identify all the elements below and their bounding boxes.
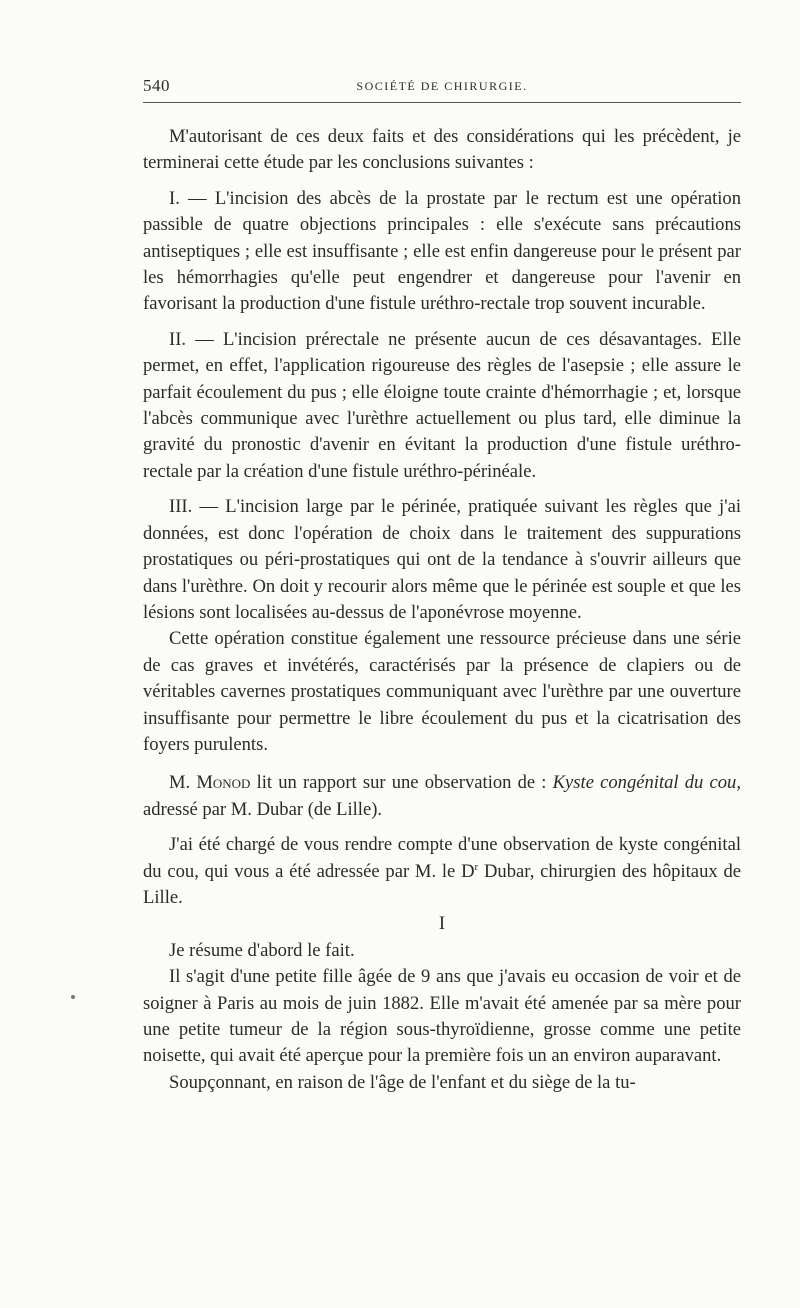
- section-numeral: I: [438, 913, 446, 935]
- text-run: adressé par M. Dubar (de Lille).: [143, 798, 383, 820]
- page-header: [143, 74, 741, 100]
- paragraph: I. — L'incision des abcès de la prostate par le rectum est une opération passible de quatre objections principales : elle s'exécute sans précautions antiseptiques ; elle est insuffisante ; elle est enfin dangereuse pour le présent par les hémorrhagies qu'elle peut engendrer et dangereuse pour l'avenir en favorisant la production d'une fistule uréthro-rectale trop souvent incurable.: [143, 187, 741, 315]
- margin-speck: [71, 995, 75, 999]
- page-number: 540: [143, 76, 170, 95]
- text-run: Dubar, chirurgien des hôpitaux de Lille.: [143, 860, 741, 908]
- header-rule: [143, 102, 741, 103]
- paragraph: Je résume d'abord le fait.: [169, 939, 355, 961]
- paragraph: III. — L'incision large par le périnée, pratiquée suivant les règles que j'ai données, est donc l'opération de choix dans le traitement des suppurations prostatiques ou péri-prostatiques qui ont de la tendance à s'ouvrir ailleurs que dans l'urèthre. On doit y recourir alors même que le périnée est souple et que les lésions sont localisées au-dessus de l'aponévrose moyenne.: [143, 496, 741, 623]
- paragraph: Il s'agit d'une petite fille âgée de 9 ans que j'avais eu occasion de voir et de soigner à Paris au mois de juin 1882. Elle m'avait été amenée par sa mère pour une petite tumeur de la région sous-thyroïdienne, grosse comme une petite noisette, qui avait été aperçue pour la première fois un an environ auparavant.: [143, 966, 741, 1067]
- paragraph: Soupçonnant, en raison de l'âge de l'enfant et du siège de la tu-: [169, 1071, 636, 1093]
- paragraph: Cette opération constitue également une ressource précieuse dans une série de cas graves et invétérés, caractérisés par la présence de clapiers ou de véritables cavernes prostatiques communiquant avec l'urèthre par une ouverture insuffisante pour permettre le libre écoulement du pus et la cicatrisation des foyers purulents.: [143, 628, 741, 755]
- body-text: [143, 124, 741, 1096]
- text-run: J'ai été chargé de vous rendre compte d'une observation de kyste congénital du cou, qui vous a été adressée par M. le D: [143, 834, 741, 882]
- paragraph: [143, 832, 741, 911]
- superscript: r: [474, 860, 479, 873]
- paragraph: [143, 770, 741, 823]
- paragraph: II. — L'incision prérectale ne présente aucun de ces désavantages. Elle permet, en effet, l'application rigoureuse des règles de l'asepsie ; elle assure le parfait écoulement du pus ; elle éloigne toute crainte d'hémorrhagie ; et, lorsque l'abcès communique avec l'urèthre actuellement ou plus tard, elle diminue la gravité du pronostic d'avenir en évitant la production d'une fistule uréthro-rectale par la création d'une fistule uréthro-périnéale.: [143, 328, 741, 482]
- paragraph: M'autorisant de ces deux faits et des considérations qui les précèdent, je terminerai cette étude par les conclusions suivantes :: [143, 126, 741, 174]
- running-head: SOCIÉTÉ DE CHIRURGIE.: [356, 79, 528, 93]
- report-title: Kyste congénital du cou,: [552, 772, 741, 794]
- text-run: lit un rapport sur une observation de :: [250, 772, 553, 794]
- text-run: M.: [169, 772, 197, 794]
- author-name: Monod: [196, 772, 251, 794]
